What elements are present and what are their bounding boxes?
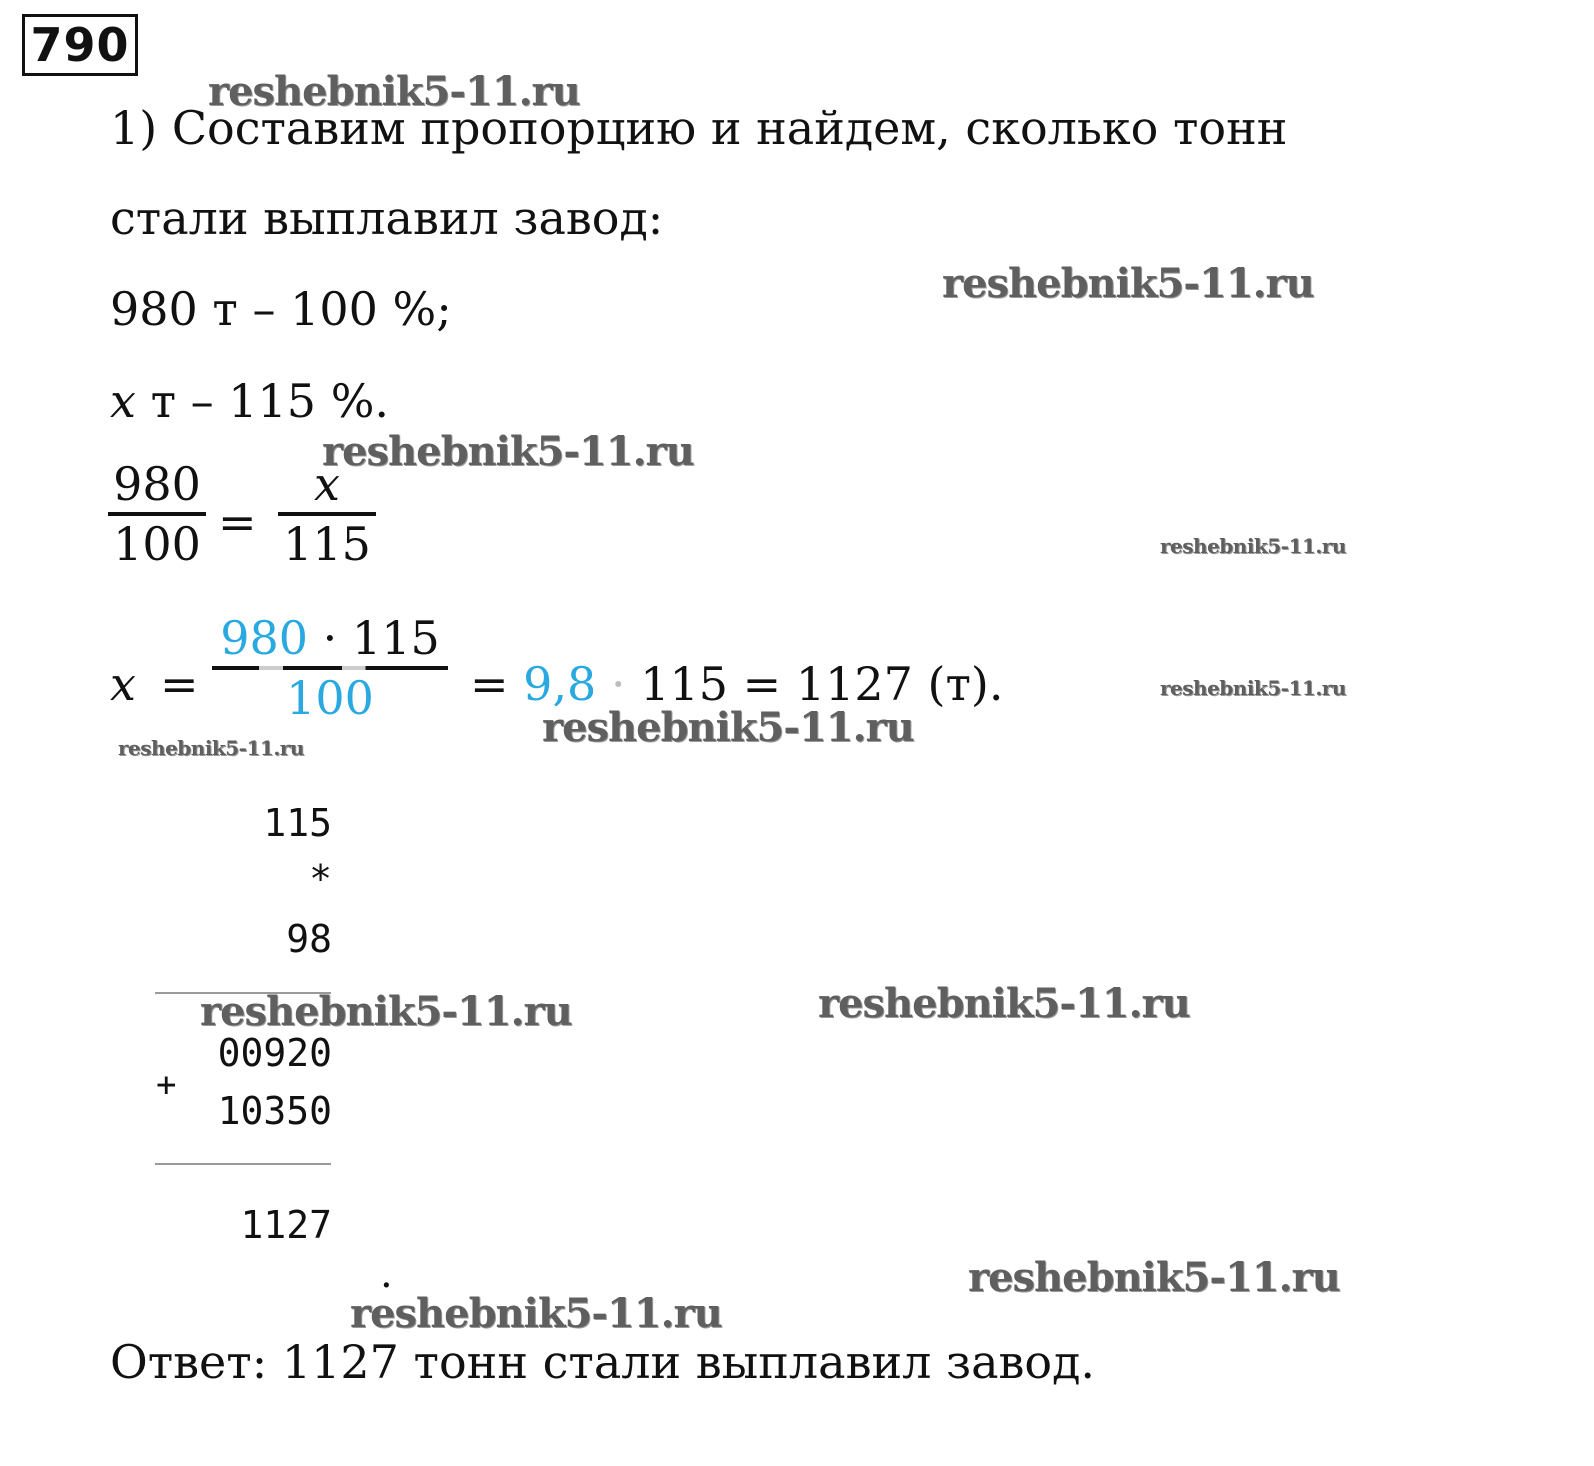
watermark: reshebnik5-11.ru xyxy=(208,68,580,115)
solution-fraction xyxy=(212,610,448,726)
solution-result: 1127 xyxy=(795,657,913,711)
stray-dot: . xyxy=(380,1251,393,1297)
variable-x: x xyxy=(110,374,136,428)
fraction-right-numerator: x xyxy=(314,457,340,511)
column-operator: * xyxy=(309,857,332,901)
watermark: reshebnik5-11.ru xyxy=(350,1290,722,1337)
problem-number: 790 xyxy=(22,14,138,76)
column-partial-1: 00920 xyxy=(217,1031,332,1075)
solution-numerator xyxy=(220,610,439,666)
solution-115: 115 xyxy=(640,657,729,711)
answer-text: Ответ: 1127 тонн стали выплавил завод. xyxy=(110,1335,1096,1389)
column-multiplier: 98 xyxy=(286,917,332,961)
step1-text-line2: стали выплавил завод: xyxy=(110,191,664,245)
fraction-left xyxy=(108,456,206,572)
watermark: reshebnik5-11.ru xyxy=(942,260,1314,307)
solution-numerator-980: 980 xyxy=(220,611,309,665)
solution-dot: · xyxy=(596,657,641,711)
column-divider-2 xyxy=(155,1163,331,1165)
watermark: reshebnik5-11.ru xyxy=(968,1254,1340,1301)
column-total: 1127 xyxy=(240,1203,332,1247)
solution-numerator-115: · 115 xyxy=(308,611,440,665)
fraction-left-numerator: 980 xyxy=(113,457,201,511)
column-multiplicand: 115 xyxy=(263,801,332,845)
solution-denominator: 100 xyxy=(286,671,374,725)
solution-unit: (т). xyxy=(912,657,1004,711)
watermark: reshebnik5-11.ru xyxy=(542,704,914,751)
watermark: reshebnik5-11.ru xyxy=(200,988,572,1035)
watermark: reshebnik5-11.ru xyxy=(1160,676,1346,700)
solution-var-x: x xyxy=(110,657,136,711)
fraction-equals: = xyxy=(218,495,257,549)
watermark: reshebnik5-11.ru xyxy=(118,736,304,760)
step1-text-line1: 1) Составим пропорцию и найдем, сколько тонн xyxy=(110,101,1288,155)
watermark: reshebnik5-11.ru xyxy=(322,428,694,475)
proportion-line-1: 980 т – 100 %; xyxy=(110,282,452,336)
solution-equals-3: = xyxy=(728,657,796,711)
column-plus: + xyxy=(156,1065,177,1105)
watermark: reshebnik5-11.ru xyxy=(1160,534,1346,558)
proportion-line-2 xyxy=(110,373,389,429)
watermark: reshebnik5-11.ru xyxy=(818,980,1190,1027)
fraction-right-denominator: 115 xyxy=(283,517,371,571)
fraction-left-denominator: 100 xyxy=(113,517,201,571)
solution-value-9-8: 9,8 xyxy=(523,657,597,711)
column-partial-2: 10350 xyxy=(217,1089,332,1133)
solution-equals-1: = xyxy=(160,657,199,711)
solution-equals-2: = xyxy=(470,657,509,711)
proportion-line-2-rest: т – 115 %. xyxy=(135,374,390,428)
